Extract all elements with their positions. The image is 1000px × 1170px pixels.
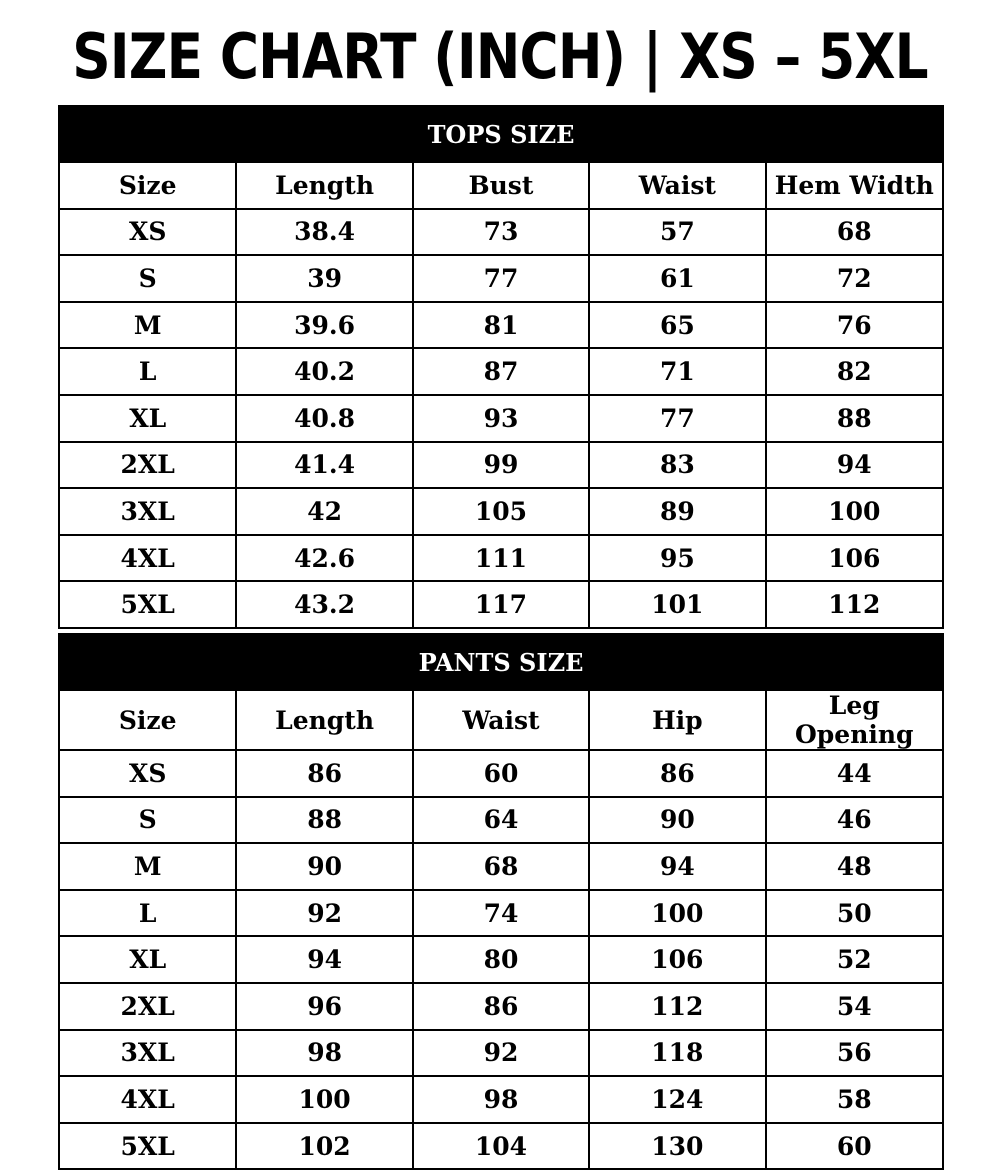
table-row [60, 983, 942, 1030]
measurement-cell: 65 [589, 302, 765, 349]
measurement-cell: 74 [413, 890, 589, 937]
table-row [60, 581, 942, 627]
tops-size-heading: TOPS SIZE [60, 107, 942, 163]
measurement-cell: 68 [766, 209, 942, 256]
measurement-cell: 90 [589, 797, 765, 844]
measurement-cell: 39.6 [236, 302, 412, 349]
table-row [60, 488, 942, 535]
measurement-cell: 105 [413, 488, 589, 535]
measurement-cell: 38.4 [236, 209, 412, 256]
size-cell: 4XL [60, 1076, 236, 1123]
measurement-cell: 57 [589, 209, 765, 256]
measurement-cell: 106 [589, 936, 765, 983]
measurement-cell: 76 [766, 302, 942, 349]
measurement-cell: 94 [236, 936, 412, 983]
tops-size-grid [60, 163, 942, 627]
measurement-cell: 40.8 [236, 395, 412, 442]
table-row [60, 843, 942, 890]
measurement-cell: 73 [413, 209, 589, 256]
tops-size-table [58, 105, 944, 629]
measurement-cell: 40.2 [236, 348, 412, 395]
measurement-cell: 87 [413, 348, 589, 395]
measurement-cell: 80 [413, 936, 589, 983]
size-cell: 4XL [60, 535, 236, 582]
measurement-cell: 60 [413, 750, 589, 797]
measurement-cell: 130 [589, 1123, 765, 1169]
size-cell: XS [60, 750, 236, 797]
measurement-cell: 124 [589, 1076, 765, 1123]
column-header: Length [236, 691, 412, 750]
table-row [60, 1030, 942, 1077]
column-header: Hem Width [766, 163, 942, 209]
measurement-cell: 52 [766, 936, 942, 983]
measurement-cell: 100 [236, 1076, 412, 1123]
measurement-cell: 112 [589, 983, 765, 1030]
size-cell: L [60, 348, 236, 395]
measurement-cell: 58 [766, 1076, 942, 1123]
measurement-cell: 60 [766, 1123, 942, 1169]
table-row [60, 750, 942, 797]
measurement-cell: 117 [413, 581, 589, 627]
measurement-cell: 94 [589, 843, 765, 890]
measurement-cell: 96 [236, 983, 412, 1030]
measurement-cell: 86 [589, 750, 765, 797]
measurement-cell: 86 [236, 750, 412, 797]
measurement-cell: 88 [236, 797, 412, 844]
column-header: Length [236, 163, 412, 209]
column-header: Waist [413, 691, 589, 750]
table-row [60, 348, 942, 395]
measurement-cell: 83 [589, 442, 765, 489]
measurement-cell: 118 [589, 1030, 765, 1077]
measurement-cell: 42.6 [236, 535, 412, 582]
measurement-cell: 42 [236, 488, 412, 535]
size-cell: M [60, 302, 236, 349]
size-cell: L [60, 890, 236, 937]
pants-size-table [58, 633, 944, 1170]
size-cell: 5XL [60, 1123, 236, 1169]
measurement-cell: 64 [413, 797, 589, 844]
pants-size-grid [60, 691, 942, 1168]
size-cell: S [60, 797, 236, 844]
measurement-cell: 106 [766, 535, 942, 582]
size-cell: XL [60, 936, 236, 983]
size-cell: 3XL [60, 1030, 236, 1077]
pants-header-row [60, 691, 942, 750]
column-header: Hip [589, 691, 765, 750]
size-cell: M [60, 843, 236, 890]
measurement-cell: 99 [413, 442, 589, 489]
measurement-cell: 77 [413, 255, 589, 302]
measurement-cell: 81 [413, 302, 589, 349]
size-cell: S [60, 255, 236, 302]
table-row [60, 442, 942, 489]
measurement-cell: 100 [589, 890, 765, 937]
measurement-cell: 54 [766, 983, 942, 1030]
measurement-cell: 88 [766, 395, 942, 442]
measurement-cell: 93 [413, 395, 589, 442]
column-header: Waist [589, 163, 765, 209]
measurement-cell: 94 [766, 442, 942, 489]
measurement-cell: 46 [766, 797, 942, 844]
measurement-cell: 98 [413, 1076, 589, 1123]
measurement-cell: 90 [236, 843, 412, 890]
measurement-cell: 61 [589, 255, 765, 302]
table-row [60, 255, 942, 302]
measurement-cell: 72 [766, 255, 942, 302]
measurement-cell: 100 [766, 488, 942, 535]
table-row [60, 395, 942, 442]
measurement-cell: 95 [589, 535, 765, 582]
table-row [60, 209, 942, 256]
measurement-cell: 92 [236, 890, 412, 937]
measurement-cell: 44 [766, 750, 942, 797]
size-cell: 3XL [60, 488, 236, 535]
measurement-cell: 102 [236, 1123, 412, 1169]
column-header: Size [60, 691, 236, 750]
measurement-cell: 56 [766, 1030, 942, 1077]
measurement-cell: 89 [589, 488, 765, 535]
column-header: Bust [413, 163, 589, 209]
measurement-cell: 112 [766, 581, 942, 627]
table-row [60, 1076, 942, 1123]
measurement-cell: 98 [236, 1030, 412, 1077]
size-cell: 2XL [60, 442, 236, 489]
pants-size-heading: PANTS SIZE [60, 635, 942, 691]
measurement-cell: 48 [766, 843, 942, 890]
measurement-cell: 82 [766, 348, 942, 395]
measurement-cell: 50 [766, 890, 942, 937]
table-row [60, 890, 942, 937]
measurement-cell: 39 [236, 255, 412, 302]
column-header: Size [60, 163, 236, 209]
measurement-cell: 77 [589, 395, 765, 442]
size-cell: XL [60, 395, 236, 442]
measurement-cell: 92 [413, 1030, 589, 1077]
table-row [60, 302, 942, 349]
size-cell: 2XL [60, 983, 236, 1030]
table-row [60, 535, 942, 582]
table-row [60, 1123, 942, 1169]
tops-header-row [60, 163, 942, 209]
measurement-cell: 104 [413, 1123, 589, 1169]
size-cell: XS [60, 209, 236, 256]
table-row [60, 936, 942, 983]
measurement-cell: 41.4 [236, 442, 412, 489]
measurement-cell: 71 [589, 348, 765, 395]
measurement-cell: 86 [413, 983, 589, 1030]
measurement-cell: 111 [413, 535, 589, 582]
size-cell: 5XL [60, 581, 236, 627]
measurement-cell: 43.2 [236, 581, 412, 627]
measurement-cell: 101 [589, 581, 765, 627]
measurement-cell: 68 [413, 843, 589, 890]
column-header: Leg Opening [766, 691, 942, 750]
page-title: SIZE CHART (INCH) | XS – 5XL [72, 20, 928, 93]
table-row [60, 797, 942, 844]
